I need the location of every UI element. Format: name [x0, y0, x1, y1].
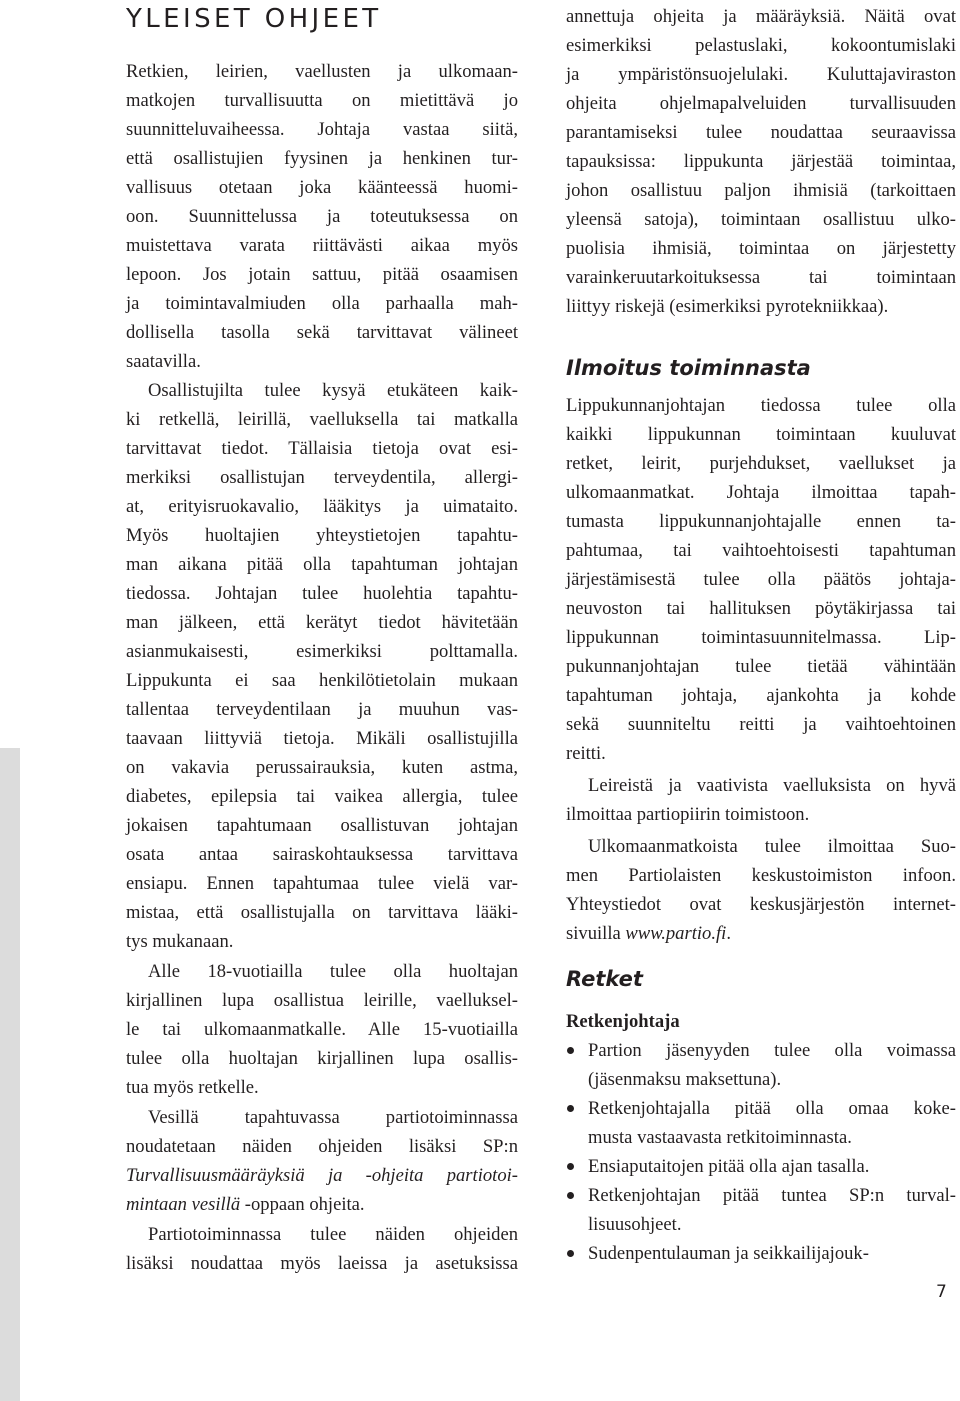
- right-column: [566, 0, 956, 1264]
- text-line: suunnitteluvaiheessa. Johtaja vastaa siitä,: [126, 119, 518, 140]
- text-line: osata antaa sairaskohtauksessa tarvittava: [126, 844, 518, 865]
- list-item: [566, 1181, 956, 1239]
- bullet-icon: [567, 1047, 574, 1054]
- text-line: tapahtuman johtaja, ajankohta ja kohde: [566, 685, 956, 706]
- text-line: Vesillä tapahtuvassa partiotoiminnassa: [148, 1107, 518, 1128]
- text-line: ja ympäristönsuojelulaki. Kuluttajaviraston: [566, 64, 956, 85]
- paragraph-district-office: [566, 771, 956, 829]
- text-line: varainkeruutarkoituksessa tai toimintaan: [566, 267, 956, 288]
- text-line: lippukunnan toimintasuunnitelmassa. Lip-: [566, 627, 956, 648]
- text-line: oon. Suunnittelussa ja toteutuksessa on: [126, 206, 518, 227]
- page-number: 7: [936, 1282, 947, 1302]
- paragraph-water-activities: [126, 1103, 518, 1219]
- text-line: lisäksi noudattaa myös laeissa ja asetuksissa: [126, 1253, 518, 1274]
- bullet-icon: [567, 1105, 574, 1112]
- text-line: Retkenjohtajan pitää tuntea SP:n turval-: [588, 1185, 956, 1206]
- text-line: muistettava varata riittävästi aikaa myös: [126, 235, 518, 256]
- text-line: [566, 919, 956, 948]
- guide-title-italic: Turvallisuusmääräyksiä ja -ohjeita partiotoi-: [126, 1165, 518, 1186]
- text-line: Alle 18-vuotiailla tulee olla huoltajan: [148, 961, 518, 982]
- text-line: tarvittavat tiedot. Tällaisia tietoja ovat esi-: [126, 438, 518, 459]
- left-column: [126, 0, 518, 1274]
- text-fragment: sivuilla: [566, 923, 626, 944]
- text-line: tumasta lippukunnanjohtajalle ennen ta-: [566, 511, 956, 532]
- text-line: man jälkeen, että kerätyt tiedot hävitetään: [126, 612, 518, 633]
- text-line: kirjallinen lupa osallistua leirille, vaelluksel-: [126, 990, 518, 1011]
- paragraph-abroad: [566, 832, 956, 948]
- text-line: pahtumaa, tai vaihtoehtoisesti tapahtuman: [566, 540, 956, 561]
- text-line: ulkomaanmatkat. Johtaja ilmoittaa tapah-: [566, 482, 956, 503]
- text-line: asianmukaisesti, esimerkiksi polttamalla.: [126, 641, 518, 662]
- text-line: Osallistujilta tulee kysyä etukäteen kaik-: [148, 380, 518, 401]
- text-line: Myös huoltajien yhteystietojen tapahtu-: [126, 525, 518, 546]
- text-line: puolisia ihmisiä, toimintaa on järjestetty: [566, 238, 956, 259]
- bullet-icon: [567, 1192, 574, 1199]
- text-line: Sudenpentulauman ja seikkailijajouk-: [588, 1243, 869, 1264]
- text-line: jokaisen tapahtumaan osallistuvan johtajan: [126, 815, 518, 836]
- text-line: [126, 1161, 518, 1190]
- text-line: tulee olla huoltajan kirjallinen lupa osallis-: [126, 1048, 518, 1069]
- text-line: merkiksi osallistujan terveydentila, allergi-: [126, 467, 518, 488]
- text-line: ja toimintavalmiuden olla parhaalla mah-: [126, 293, 518, 314]
- text-line: diabetes, epilepsia tai vaikea allergia, tulee: [126, 786, 518, 807]
- text-line: (jäsenmaksu maksettuna).: [588, 1069, 782, 1090]
- subsection-heading-trip-leader: Retkenjohtaja: [566, 1011, 680, 1032]
- text-line: annettuja ohjeita ja määräyksiä. Näitä ovat: [566, 6, 956, 27]
- text-line: johon osallistuu paljon ihmisiä (tarkoittaen: [566, 180, 956, 201]
- paragraph-regulations: [566, 2, 956, 321]
- text-line: tapauksissa: lippukunta järjestää toimintaa,: [566, 151, 956, 172]
- text-line: ilmoittaa partiopiirin toimistoon.: [566, 804, 810, 825]
- text-line: tua myös retkelle.: [126, 1077, 259, 1098]
- trip-leader-requirements-list: [566, 1036, 956, 1268]
- text-fragment: .: [726, 923, 731, 944]
- section-heading-trips: Retket: [566, 967, 643, 991]
- list-item: [566, 1094, 956, 1152]
- text-line: Ulkomaanmatkoista tulee ilmoittaa Suo-: [588, 836, 956, 857]
- text-line: Leireistä ja vaativista vaelluksista on hyvä: [588, 775, 956, 796]
- text-line: kaikki lippukunnan toimintaan kuuluvat: [566, 424, 956, 445]
- text-line: tiedossa. Johtajan tulee huolehtia tapahtu-: [126, 583, 518, 604]
- text-line: [126, 1190, 518, 1219]
- bullet-icon: [567, 1250, 574, 1257]
- text-line: man aikana pitää olla tapahtuman johtajan: [126, 554, 518, 575]
- text-line: ki retkellä, leirillä, vaelluksella tai matkalla: [126, 409, 518, 430]
- text-line: tys mukanaan.: [126, 931, 234, 952]
- paragraph-laws: [126, 1220, 518, 1278]
- paragraph-guardian-permission: [126, 957, 518, 1102]
- text-line: Ensiaputaitojen pitää olla ajan tasalla.: [588, 1156, 870, 1177]
- text-line: järjestämisestä tulee olla päätös johtaja-: [566, 569, 956, 590]
- text-line: Partiotoiminnassa tulee näiden ohjeiden: [148, 1224, 518, 1245]
- text-line: Yhteystiedot ovat keskusjärjestön internet-: [566, 894, 956, 915]
- text-line: tallentaa terveydentilaan ja muuhun vas-: [126, 699, 518, 720]
- text-line: mistaa, että osallistujalla on tarvittava lääki-: [126, 902, 518, 923]
- text-line: lepoon. Jos jotain sattuu, pitää osaamisen: [126, 264, 518, 285]
- text-line: le tai ulkomaanmatkalle. Alle 15-vuotiailla: [126, 1019, 518, 1040]
- list-item: [566, 1152, 956, 1181]
- list-item: [566, 1036, 956, 1094]
- text-line: on vakavia perussairauksia, kuten astma,: [126, 757, 518, 778]
- list-item: [566, 1239, 956, 1268]
- text-line: pukunnanjohtajan tulee tietää vähintään: [566, 656, 956, 677]
- text-line: esimerkiksi pelastuslaki, kokoontumislaki: [566, 35, 956, 56]
- page-heading: YLEISET OHJEET: [126, 4, 382, 34]
- text-line: men Partiolaisten keskustoimiston infoon.: [566, 865, 956, 886]
- section-heading-notice: Ilmoitus toiminnasta: [566, 356, 811, 380]
- text-line: vallisuus otetaan joka käänteessä huomi-: [126, 177, 518, 198]
- bullet-icon: [567, 1163, 574, 1170]
- text-line: Retkien, leirien, vaellusten ja ulkomaan-: [126, 61, 518, 82]
- text-line: neuvoston tai hallituksen pöytäkirjassa tai: [566, 598, 956, 619]
- text-line: dollisella tasolla sekä tarvittavat välineet: [126, 322, 518, 343]
- text-line: saatavilla.: [126, 351, 201, 372]
- text-line: retket, leirit, purjehdukset, vaellukset ja: [566, 453, 956, 474]
- text-line: ensiapu. Ennen tapahtumaa tulee vielä var-: [126, 873, 518, 894]
- text-line: reitti.: [566, 743, 606, 764]
- website-link[interactable]: www.partio.fi: [625, 923, 727, 944]
- text-line: ohjeita ohjelmapalveluiden turvallisuuden: [566, 93, 956, 114]
- text-line: liittyy riskejä (esimerkiksi pyrotekniikkaa).: [566, 296, 889, 317]
- text-line: Lippukunnanjohtajan tiedossa tulee olla: [566, 395, 956, 416]
- text-line: at, erityisruokavalio, lääkitys ja uimataito.: [126, 496, 518, 517]
- text-line: musta vastaavasta retkitoiminnasta.: [588, 1127, 852, 1148]
- guide-title-italic: mintaan vesillä: [126, 1194, 241, 1215]
- text-line: sekä suunniteltu reitti ja vaihtoehtoinen: [566, 714, 956, 735]
- text-line: noudatetaan näiden ohjeiden lisäksi SP:n: [126, 1136, 518, 1157]
- text-line: taavaan liittyviä tietoja. Mikäli osallistujilla: [126, 728, 518, 749]
- text-fragment: -oppaan ohjeita.: [240, 1194, 365, 1215]
- text-line: Retkenjohtajalla pitää olla omaa koke-: [588, 1098, 956, 1119]
- text-line: Lippukunta ei saa henkilötietolain mukaan: [126, 670, 518, 691]
- text-line: matkojen turvallisuutta on mietittävä jo: [126, 90, 518, 111]
- text-line: lisuusohjeet.: [588, 1214, 682, 1235]
- side-margin-strip: [0, 748, 20, 1401]
- paragraph-intro: [126, 57, 518, 376]
- text-line: että osallistujien fyysinen ja henkinen tur-: [126, 148, 518, 169]
- text-line: Partion jäsenyyden tulee olla voimassa: [588, 1040, 956, 1061]
- text-line: parantamiseksi tulee noudattaa seuraavissa: [566, 122, 956, 143]
- paragraph-notice: [566, 391, 956, 768]
- text-line: yleensä satoja), toimintaan osallistuu ulko-: [566, 209, 956, 230]
- paragraph-participant-info: [126, 376, 518, 956]
